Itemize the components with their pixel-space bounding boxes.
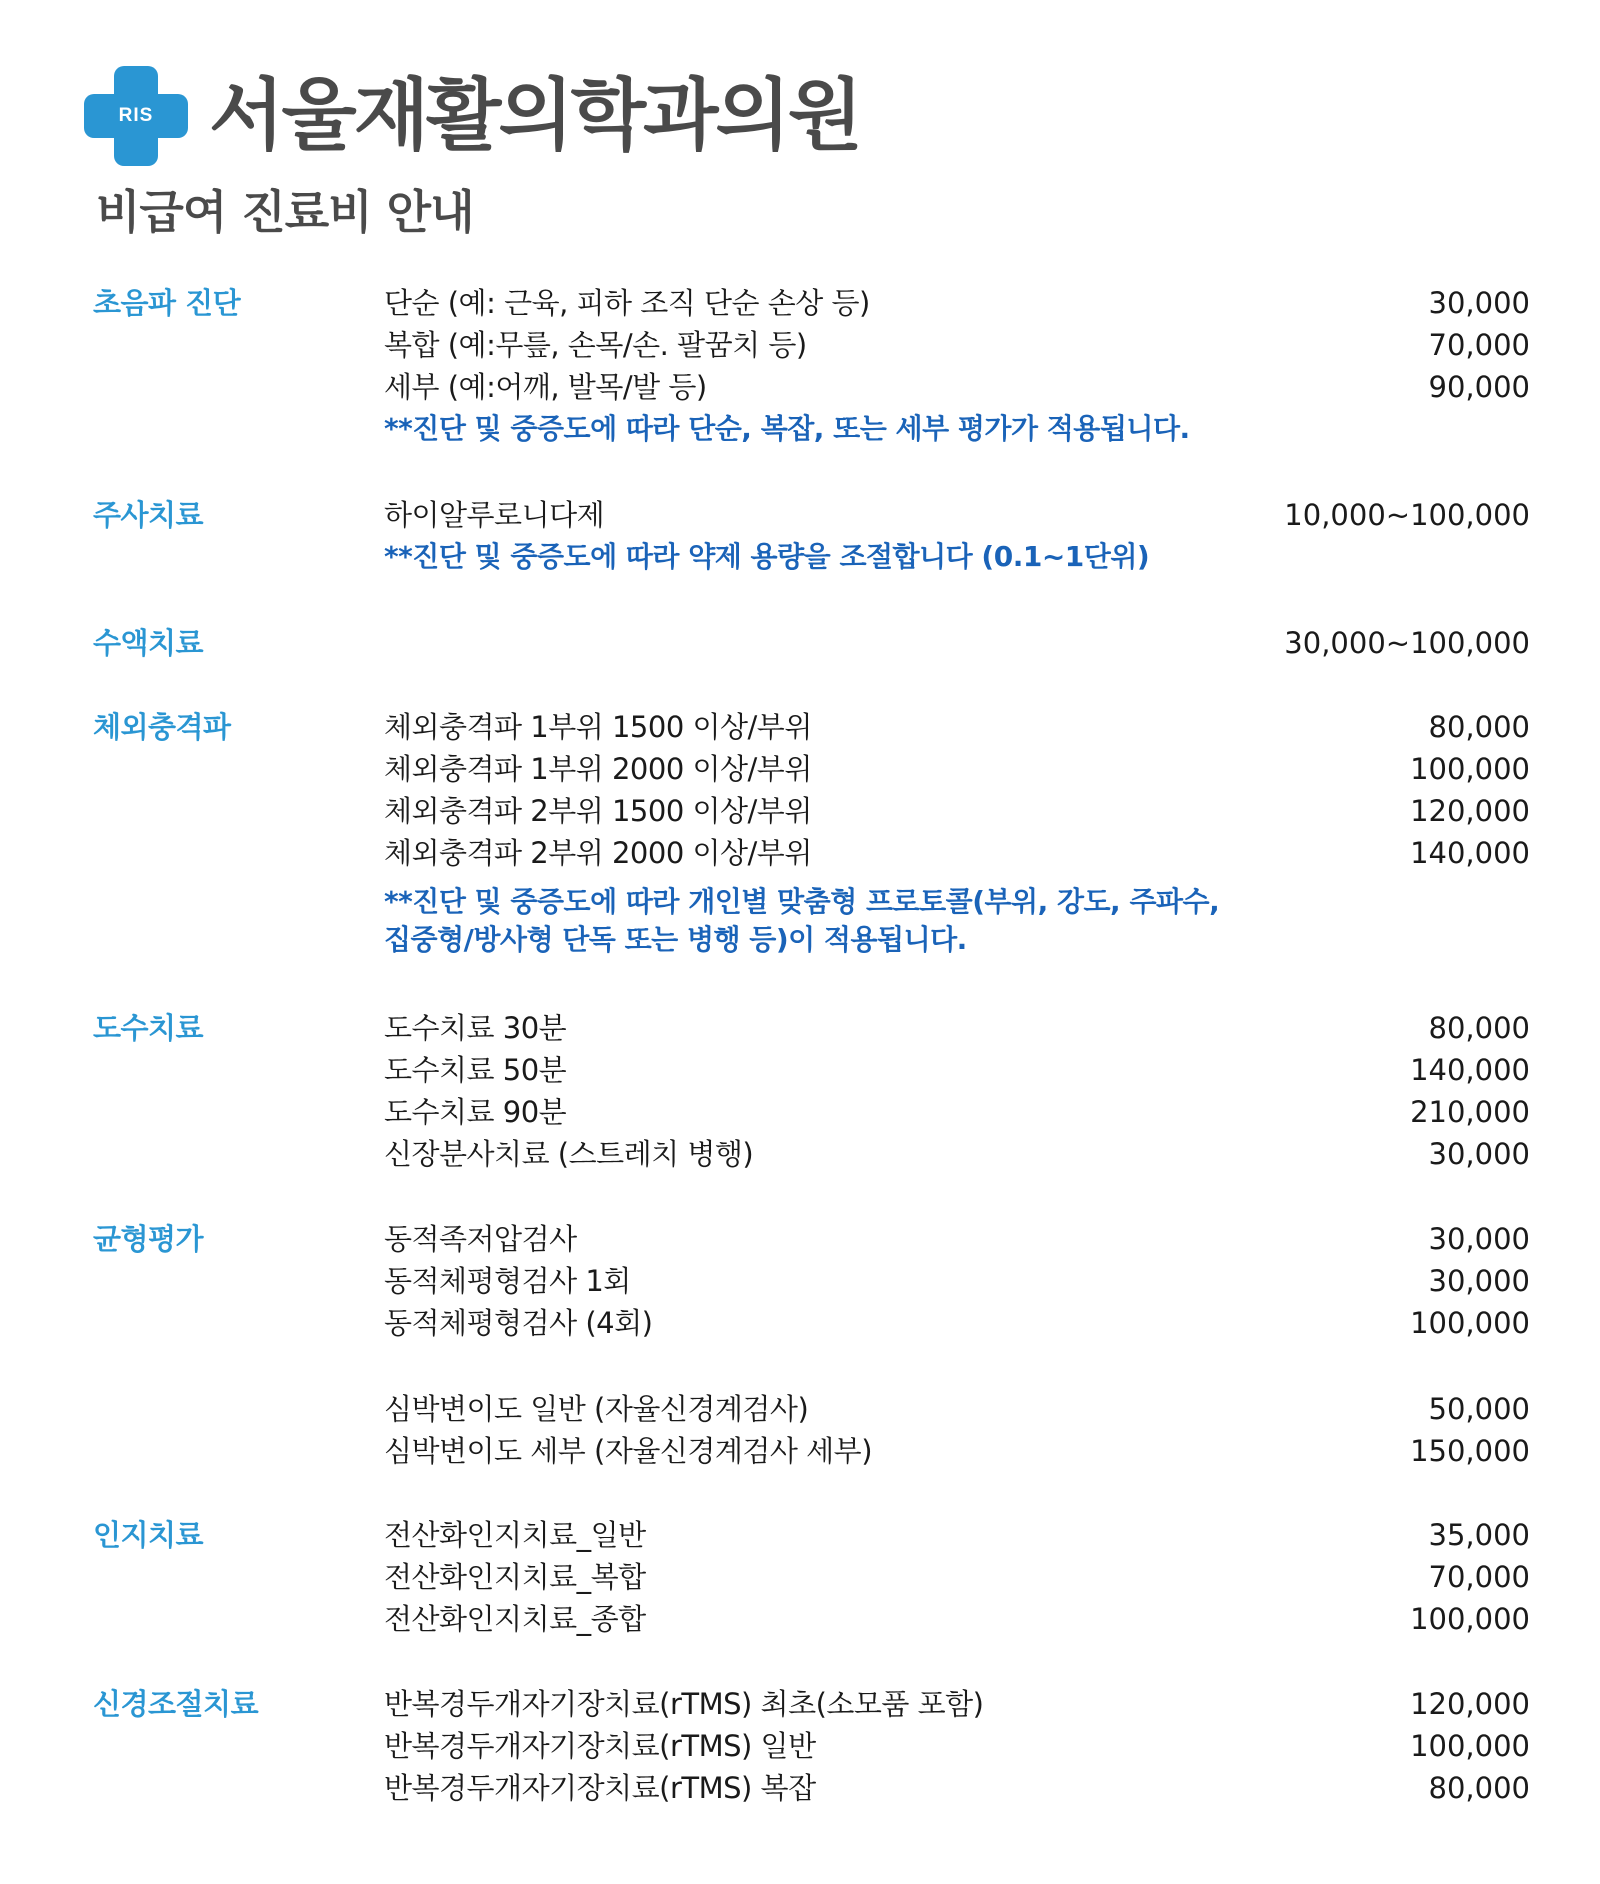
item-price: 35,000: [1428, 1518, 1530, 1552]
category-label: 균형평가: [93, 1222, 204, 1256]
item-price: 30,000: [1428, 1137, 1530, 1171]
item-price: 100,000: [1410, 1729, 1530, 1763]
item-price: 50,000: [1428, 1392, 1530, 1426]
fee-row: [0, 1260, 1600, 1302]
item-name: 도수치료 50분: [384, 1053, 567, 1087]
item-price: 30,000: [1428, 1264, 1530, 1298]
fee-row: [0, 1007, 1600, 1049]
section-note: **진단 및 중증도에 따라 단순, 복잡, 또는 세부 평가가 적용됩니다.: [384, 412, 1190, 445]
item-price: 100,000: [1410, 1602, 1530, 1636]
section-note: **진단 및 중증도에 따라 약제 용량을 조절합니다 (0.1~1단위): [384, 540, 1150, 573]
item-name: 하이알루로니다제: [384, 498, 605, 532]
item-price: 100,000: [1410, 1306, 1530, 1340]
clinic-name: 서울재활의학과의원: [209, 71, 861, 161]
fee-row: [0, 706, 1600, 748]
item-price: 100,000: [1410, 752, 1530, 786]
item-name: 도수치료 30분: [384, 1011, 567, 1045]
fee-row: [0, 1302, 1600, 1344]
item-name: 동적족저압검사: [384, 1222, 577, 1256]
item-name: 동적체평형검사 1회: [384, 1264, 631, 1298]
fee-row: [0, 1725, 1600, 1767]
item-name: 전산화인지치료_복합: [384, 1560, 646, 1594]
page-subtitle: 비급여 진료비 안내: [96, 185, 474, 239]
fee-row: [0, 1388, 1600, 1430]
item-price: 90,000: [1428, 370, 1530, 404]
category-label: 초음파 진단: [93, 286, 241, 320]
item-name: 반복경두개자기장치료(rTMS) 일반: [384, 1729, 816, 1763]
category-label: 수액치료: [93, 626, 204, 660]
item-price: 30,000: [1428, 1222, 1530, 1256]
item-name: 도수치료 90분: [384, 1095, 567, 1129]
fee-row: [0, 1430, 1600, 1472]
fee-row: [0, 1598, 1600, 1640]
item-name: 체외충격파 1부위 2000 이상/부위: [384, 752, 812, 786]
fee-row: [0, 1514, 1600, 1556]
item-name: 전산화인지치료_종합: [384, 1602, 646, 1636]
fee-row: [0, 622, 1600, 664]
fee-row: [0, 832, 1600, 874]
item-name: 세부 (예:어깨, 발목/발 등): [384, 370, 707, 404]
category-label: 인지치료: [93, 1518, 204, 1552]
fee-row: [0, 494, 1600, 536]
logo: [84, 66, 188, 166]
item-price: 140,000: [1410, 1053, 1530, 1087]
item-name: 반복경두개자기장치료(rTMS) 복잡: [384, 1771, 816, 1805]
fee-row: [0, 748, 1600, 790]
item-name: 반복경두개자기장치료(rTMS) 최초(소모품 포함): [384, 1687, 984, 1721]
item-price: 120,000: [1410, 794, 1530, 828]
item-name: 체외충격파 2부위 2000 이상/부위: [384, 836, 812, 870]
note-row: [0, 920, 1600, 962]
item-price: 30,000: [1428, 286, 1530, 320]
category-label: 신경조절치료: [93, 1687, 259, 1721]
item-price: 210,000: [1410, 1095, 1530, 1129]
fee-row: [0, 1091, 1600, 1133]
item-price: 80,000: [1428, 710, 1530, 744]
item-name: 심박변이도 일반 (자율신경계검사): [384, 1392, 809, 1426]
fee-row: [0, 1218, 1600, 1260]
fee-row: [0, 324, 1600, 366]
item-name: 심박변이도 세부 (자율신경계검사 세부): [384, 1434, 873, 1468]
section-note: 집중형/방사형 단독 또는 병행 등)이 적용됩니다.: [384, 923, 967, 956]
item-price: 70,000: [1428, 328, 1530, 362]
item-name: 동적체평형검사 (4회): [384, 1306, 653, 1340]
note-row: [0, 537, 1600, 579]
category-label: 주사치료: [93, 498, 204, 532]
fee-row: [0, 1683, 1600, 1725]
item-price: 30,000~100,000: [1284, 626, 1530, 660]
fee-row: [0, 1049, 1600, 1091]
item-price: 140,000: [1410, 836, 1530, 870]
fee-row: [0, 1133, 1600, 1175]
fee-row: [0, 790, 1600, 832]
item-price: 80,000: [1428, 1011, 1530, 1045]
section-note: **진단 및 중증도에 따라 개인별 맞춤형 프로토콜(부위, 강도, 주파수,: [384, 885, 1220, 918]
fee-row: [0, 282, 1600, 324]
fee-row: [0, 1767, 1600, 1809]
item-name: 체외충격파 2부위 1500 이상/부위: [384, 794, 812, 828]
category-label: 도수치료: [93, 1011, 204, 1045]
item-price: 10,000~100,000: [1284, 498, 1530, 532]
item-price: 80,000: [1428, 1771, 1530, 1805]
item-name: 단순 (예: 근육, 피하 조직 단순 손상 등): [384, 286, 870, 320]
fee-row: [0, 1556, 1600, 1598]
note-row: [0, 409, 1600, 451]
item-price: 150,000: [1410, 1434, 1530, 1468]
item-name: 신장분사치료 (스트레치 병행): [384, 1137, 754, 1171]
note-row: [0, 882, 1600, 924]
item-name: 체외충격파 1부위 1500 이상/부위: [384, 710, 812, 744]
item-price: 70,000: [1428, 1560, 1530, 1594]
item-price: 120,000: [1410, 1687, 1530, 1721]
header: [84, 66, 1384, 166]
item-name: 복합 (예:무릎, 손목/손. 팔꿈치 등): [384, 328, 807, 362]
fee-row: [0, 366, 1600, 408]
category-label: 체외충격파: [93, 710, 231, 744]
logo-text: RIS: [118, 105, 154, 126]
item-name: 전산화인지치료_일반: [384, 1518, 646, 1552]
